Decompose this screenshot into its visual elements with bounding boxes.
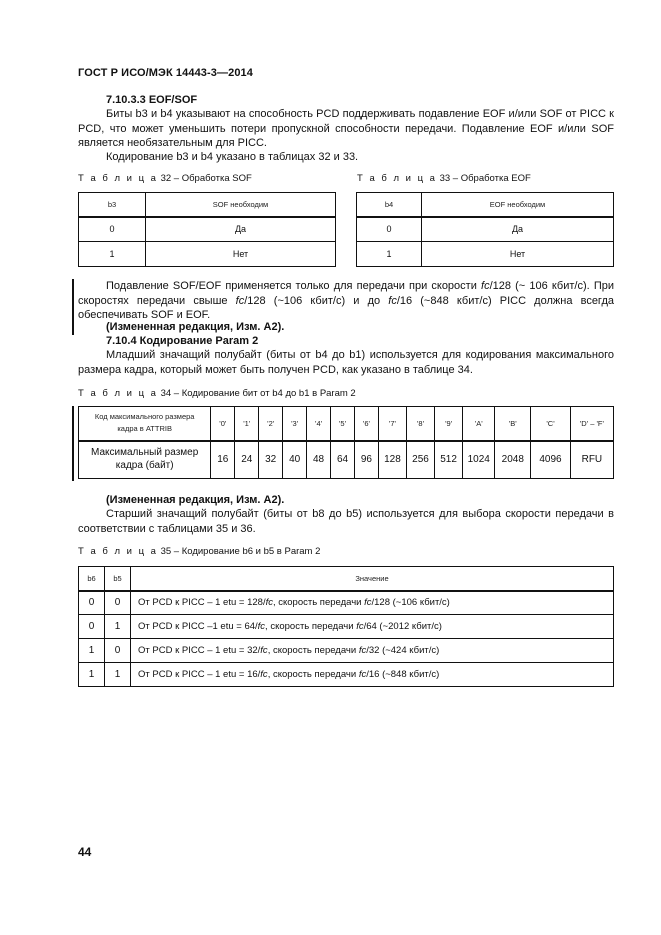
frame-size-value-cell: 4096 [531,441,571,479]
frame-size-value-cell: 1024 [463,441,495,479]
frame-size-value-cell: 48 [307,441,331,479]
b6-cell: 1 [79,639,105,663]
table-34-caption: Т а б л и ц а 34 – Кодирование бит от b4 до b1 в Param 2 [78,388,356,399]
frame-size-value-cell: 512 [435,441,463,479]
section-7-10-3-3-paragraph: Биты b3 и b4 указывают на способность PCD поддерживать подавление EOF и/или SOF от PICC к PCD, что может уменьшить потери пропускной способности передачи. Подавление EOF и/или SOF является необязательным для PICC. [78,108,614,149]
amendment-note-1: (Измененная редакция, Изм. A2). [106,321,285,333]
frame-size-value-cell: 24 [235,441,259,479]
b5-cell: 0 [105,591,131,615]
sof-eof-paragraph: Подавление SOF/EOF применяется только для передачи при скорости fc/128 (~ 106 кбит/с). При скоростях передачи свыше fc/128 (~106 кбит/с) и до fc/16 (~848 кбит/с) PICC должна всегда обеспечивать SOF и EOF. [78,280,614,321]
frame-size-value-cell: 128 [378,441,406,479]
document-header: ГОСТ Р ИСО/МЭК 14443-3—2014 [78,67,253,79]
table-row: Максимальный размер кадра (байт) 16 24 32 40 48 64 96 128 256 512 1024 2048 4096 RFU [79,441,614,479]
frame-size-code-cell: '7' [378,407,406,441]
table-row [79,639,614,663]
frame-size-value-cell: 64 [331,441,355,479]
table-34: Код максимального размера кадра в ATTRIB '0' '1' '2' '3' '4' '5' '6' '7' '8' '9' 'A' 'B' 'C' 'D' – 'F' Максимальный размер кадра (байт) 16 24 32 40 48 64 96 128 256 512 1024 2048 4096 RFU [78,406,614,479]
b6-cell: 0 [79,591,105,615]
frame-size-code-cell: '6' [354,407,378,441]
frame-size-value-cell: 96 [354,441,378,479]
frame-size-value-cell: 32 [259,441,283,479]
frame-size-value-cell: 256 [406,441,434,479]
frame-size-code-cell: '1' [235,407,259,441]
frame-size-value-cell: 16 [211,441,235,479]
frame-size-code-cell: '2' [259,407,283,441]
frame-size-code-cell: 'A' [463,407,495,441]
frame-size-value-cell: RFU [570,441,613,479]
frame-size-code-cell: '9' [435,407,463,441]
b5-cell: 1 [105,663,131,687]
b6-cell: 0 [79,615,105,639]
page-number: 44 [78,845,92,859]
frame-size-value-cell: 2048 [495,441,531,479]
change-bar [72,406,74,481]
frame-size-code-cell: '5' [331,407,355,441]
value-cell: От PCD к PICC – 1 etu = 128/fc, скорость передачи fc/128 (~106 кбит/с) [131,591,614,615]
table-row [79,591,614,615]
table-33: b4 EOF необходим 0 Да 1 Нет [356,192,614,267]
table-row: 0 Да [79,217,336,242]
frame-size-code-cell: '3' [283,407,307,441]
section-7-10-3-3-title: 7.10.3.3 EOF/SOF [106,94,198,106]
section-7-10-3-3-paragraph-2: Кодирование b3 и b4 указано в таблицах 32 и 33. [106,151,359,163]
section-7-10-4-paragraph: Младший значащий полубайт (биты от b4 до b1) используется для кодирования максимального размера кадра, который может быть получен PCD, как указано в таблице 34. [78,349,614,376]
value-cell: От PCD к PICC – 1 etu = 32/fc, скорость передачи fc/32 (~424 кбит/с) [131,639,614,663]
table-33-caption: Т а б л и ц а 33 – Обработка EOF [357,173,531,184]
table-35: b6 b5 Значение 0 0 От PCD к PICC – 1 etu = 128/fc, скорость передачи fc/128 (~106 кбит/с) 0 1 От PCD к PICC –1 etu = 64/fc, скорость передачи fc/64 (~2012 кбит/с) 1 0 От PCD к PICC – 1 etu = 32/fc, скорость передачи fc/32 (~424 кбит/с) 1 1 От PCD к PICC – 1 etu = 16/fc, скорость передачи fc/16 (~848 кбит/с) [78,566,614,687]
table-32: b3 SOF необходим 0 Да 1 Нет [78,192,336,267]
table-row: 1 Нет [79,242,336,267]
table-row [79,615,614,639]
msn-paragraph: Старший значащий полубайт (биты от b8 до b5) используется для выбора скорости передачи в соответствии с таблицами 35 и 36. [78,508,614,535]
table-35-caption: Т а б л и ц а 35 – Кодирование b6 и b5 в Param 2 [78,546,321,557]
table-row: 1 Нет [357,242,614,267]
frame-size-code-cell: '0' [211,407,235,441]
frame-size-code-cell: 'C' [531,407,571,441]
frame-size-code-cell: '4' [307,407,331,441]
frame-size-code-cell: 'B' [495,407,531,441]
table-row: 0 Да [357,217,614,242]
b5-cell: 1 [105,615,131,639]
amendment-note-2: (Измененная редакция, Изм. A2). [106,494,285,506]
b5-cell: 0 [105,639,131,663]
table-32-caption: Т а б л и ц а 32 – Обработка SOF [78,173,252,184]
table-row [79,663,614,687]
value-cell: От PCD к PICC – 1 etu = 16/fc, скорость передачи fc/16 (~848 кбит/с) [131,663,614,687]
frame-size-code-cell: '8' [406,407,434,441]
frame-size-code-cell: 'D' – 'F' [570,407,613,441]
change-bar [72,279,74,335]
section-7-10-4-title: 7.10.4 Кодирование Param 2 [106,335,259,347]
frame-size-value-cell: 40 [283,441,307,479]
b6-cell: 1 [79,663,105,687]
value-cell: От PCD к PICC –1 etu = 64/fc, скорость передачи fc/64 (~2012 кбит/с) [131,615,614,639]
